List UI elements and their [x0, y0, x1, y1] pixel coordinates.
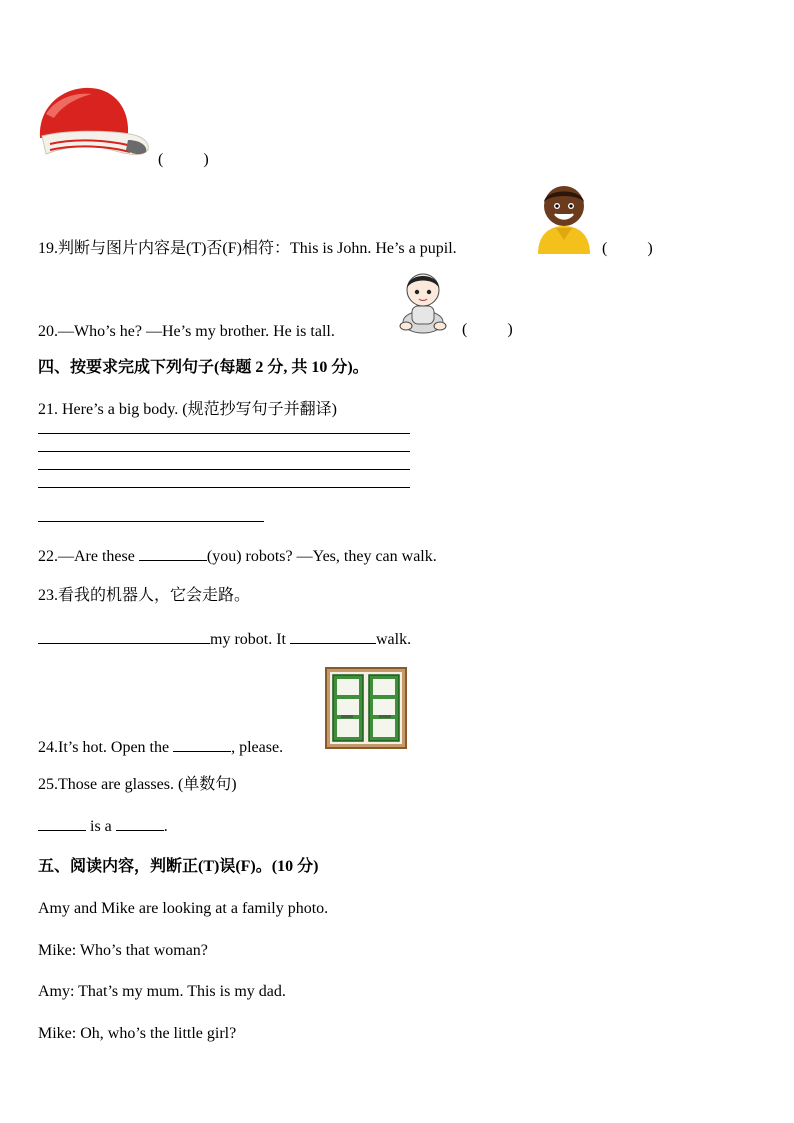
q24-blank[interactable]: [173, 737, 231, 752]
section-4-title: 四、按要求完成下列句子(每题 2 分, 共 10 分)。: [38, 359, 369, 376]
q23-mid: my robot. It: [210, 631, 286, 648]
q22-question: [38, 546, 437, 567]
q19-answer-parentheses[interactable]: ( ): [602, 240, 653, 257]
q25-blank-2[interactable]: [116, 816, 164, 831]
q25-end: .: [163, 818, 168, 835]
reading-line-2: Mike: Who’s that woman?: [38, 942, 208, 959]
q22-prefix: 22.—Are these: [38, 548, 135, 565]
q22-middle: (you) robots? —Yes, they can walk.: [206, 548, 437, 565]
q21-answer-line-3[interactable]: [38, 469, 410, 470]
sitting-baby-icon: [396, 268, 450, 334]
section-5-title: 五、阅读内容，判断正(T)误(F)。(10 分): [38, 858, 319, 875]
red-cap-icon: [36, 84, 152, 168]
q20-answer-parentheses[interactable]: ( ): [462, 321, 513, 338]
q23-blank-1[interactable]: [38, 629, 210, 644]
q22-blank[interactable]: [139, 546, 207, 561]
q25-mid: is a: [90, 818, 112, 835]
q24-suffix: , please.: [231, 739, 284, 756]
green-window-icon: [325, 667, 407, 749]
reading-line-3: Amy: That’s my mum. This is my dad.: [38, 983, 286, 1000]
q23-blank-2[interactable]: [290, 629, 376, 644]
q21-answer-line-2[interactable]: [38, 451, 410, 452]
q25-blank-1[interactable]: [38, 816, 86, 831]
q18-answer-parentheses[interactable]: ( ): [158, 151, 209, 168]
reading-line-4: Mike: Oh, who’s the little girl?: [38, 1025, 237, 1042]
q21-translation-line[interactable]: [38, 521, 264, 522]
q20-question: 20.—Who’s he? —He’s my brother. He is tall.: [38, 323, 335, 340]
q23-answer-row: [38, 629, 411, 650]
q23-end: walk.: [376, 631, 412, 648]
q19-question: 19.判断与图片内容是(T)否(F)相符：This is John. He’s a pupil.: [38, 240, 457, 257]
q24-question: [38, 737, 283, 758]
reading-line-1: Amy and Mike are looking at a family photo.: [38, 900, 329, 917]
q23-question: 23.看我的机器人，它会走路。: [38, 587, 251, 604]
q25-answer-row: [38, 816, 168, 837]
q25-question: 25.Those are glasses. (单数句): [38, 776, 237, 793]
q21-answer-line-4[interactable]: [38, 487, 410, 488]
smiling-boy-icon: [534, 182, 594, 254]
q21-answer-line-1[interactable]: [38, 433, 410, 434]
q21-question: 21. Here’s a big body. (规范抄写句子并翻译): [38, 401, 337, 418]
q24-prefix: 24.It’s hot. Open the: [38, 739, 170, 756]
